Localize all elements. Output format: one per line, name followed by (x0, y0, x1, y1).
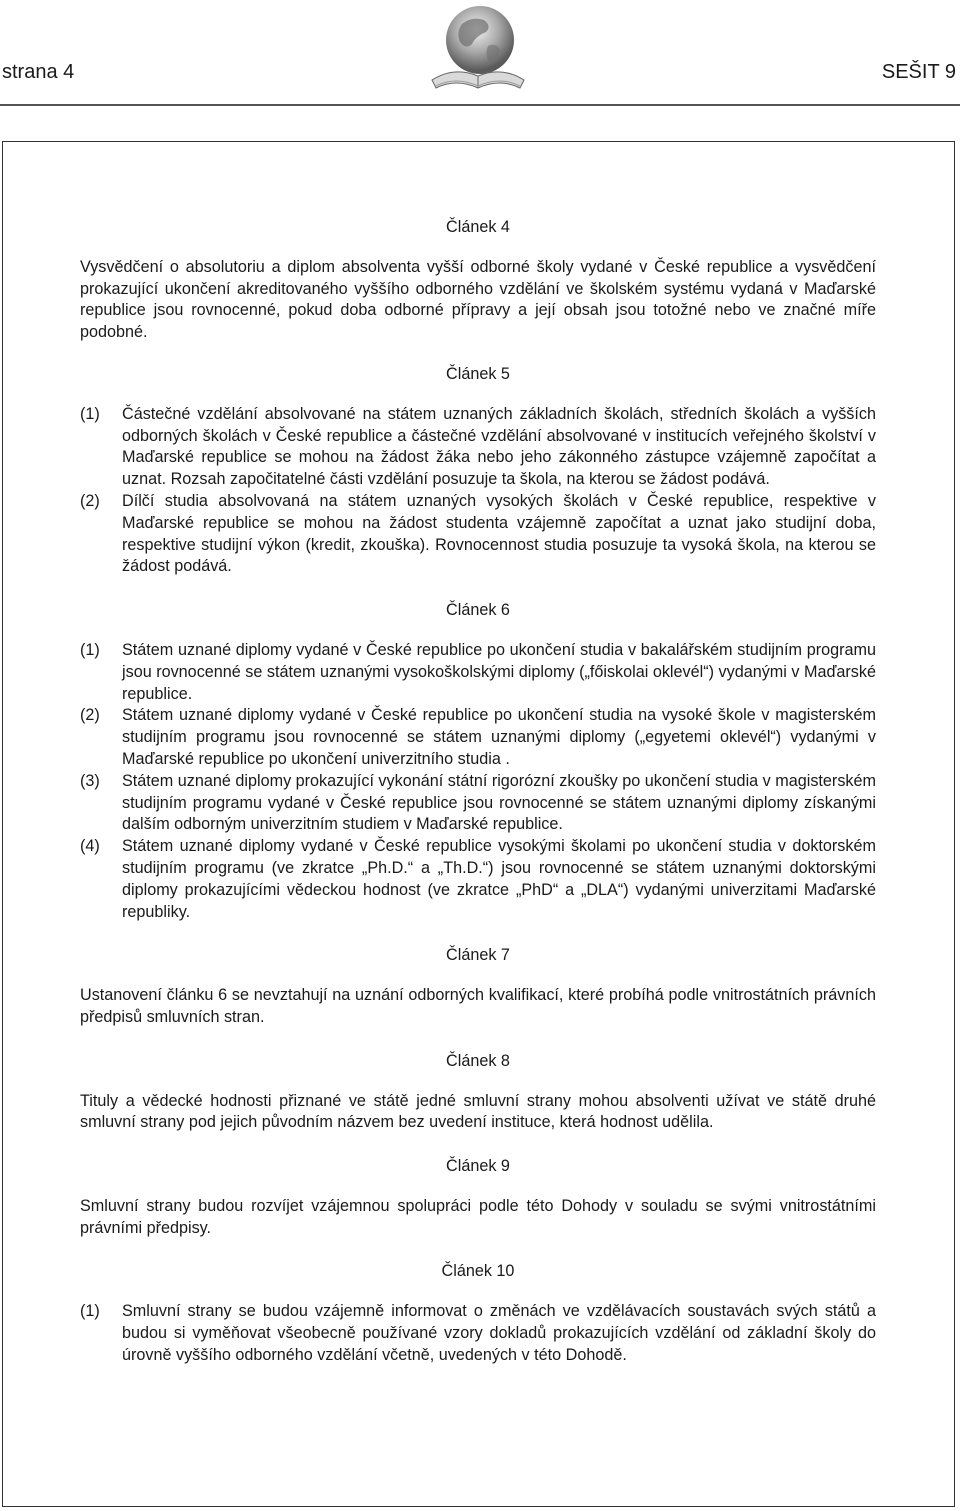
article-8 (80, 1051, 876, 1134)
document-body (80, 217, 876, 1367)
article-4 (80, 217, 876, 344)
globe-book-icon (422, 2, 534, 102)
list-item (80, 491, 876, 578)
item-text: Smluvní strany se budou vzájemně informovat o změnách ve vzdělávacích soustavách svých států a budou si vyměňovat všeobecně používané vzory dokladů prokazujících vzdělání od základní školy do úrovně vyššího odborného vzdělání včetně, uvedených v této Dohodě. (122, 1302, 876, 1364)
item-text: Částečné vzdělání absolvované na státem uznaných základních školách, středních školách a vyšších odborných školách v České republice a částečné vzdělání absolvované v institucích veřejného školství v Maďarské republice se mohou na žádost žáka nebo jeho zákonného zástupce vzájemně započítat a uznat. Rozsah započitatelné části vzdělání posuzuje ta škola, na kterou se žádost podává. (122, 404, 876, 489)
article-paragraph: Tituly a vědecké hodnosti přiznané ve státě jedné smluvní strany mohou absolventi užívat ve státě druhé smluvní strany pod jejich původním názvem bez uvedení instituce, která hodnost udělila. (80, 1091, 876, 1132)
list-item (80, 404, 876, 491)
article-10 (80, 1261, 876, 1366)
list-item (80, 836, 876, 923)
article-6 (80, 600, 876, 923)
item-text: Státem uznané diplomy vydané v České republice po ukončení studia v bakalářském studijním programu jsou rovnocenné se státem uznanými vysokoškolskými diplomy („főiskolai oklevél“) vydanými v Maďarské republice. (122, 640, 876, 703)
page-number: strana 4 (2, 61, 75, 83)
article-title: Článek 8 (446, 1051, 510, 1070)
list-item (80, 771, 876, 836)
item-number: (1) (80, 640, 100, 659)
item-text: Státem uznané diplomy vydané v České republice vysokými školami po ukončení studia v doktorském studijním programu (ve zkratce „Ph.D.“ a „Th.D.“) jsou rovnocenné se státem uznanými doktorskými diplomy prokazujícími vědeckou hodnost (ve zkratce „PhD“ a „DLA“) vydanými univerzitami Maďarské republiky. (122, 837, 876, 921)
article-title: Článek 4 (446, 218, 510, 236)
item-number: (3) (80, 771, 100, 790)
item-text: Státem uznané diplomy vydané v České republice po ukončení studia na vysoké škole v magisterském studijním programu jsou rovnocenné se státem uznanými diplomy („egyetemi oklevél“) vydanými v Maďarské republice po ukončení univerzitního studia . (122, 706, 876, 768)
item-number: (1) (80, 1302, 100, 1321)
item-text: Dílčí studia absolvovaná na státem uznaných vysokých školách v České republice, respektive v Maďarské republice se mohou na žádost studenta vzájemně započítat a uznat jako studijní doba, respektive studijní výkon (kredit, zkouška). Rovnocennost studia posuzuje ta vysoká škola, na kterou se žádost podává. (122, 491, 876, 576)
item-number: (1) (80, 404, 100, 423)
article-title: Článek 5 (446, 364, 510, 383)
page-header (0, 0, 960, 110)
article-9 (80, 1156, 876, 1239)
item-number: (2) (80, 706, 100, 725)
list-item (80, 1301, 876, 1366)
article-paragraph: Ustanovení článku 6 se nevztahují na uznání odborných kvalifikací, které probíhá podle vnitrostátních právních předpisů smluvních stran. (80, 986, 876, 1026)
item-number: (2) (80, 491, 100, 510)
issue-number: SEŠIT 9 (881, 61, 956, 83)
list-item (80, 640, 876, 705)
list-item (80, 705, 876, 770)
article-title: Článek 10 (441, 1262, 515, 1281)
header-divider (0, 104, 960, 106)
article-title: Článek 7 (446, 946, 510, 965)
item-number: (4) (80, 837, 100, 856)
article-title: Článek 9 (446, 1157, 510, 1176)
article-5 (80, 364, 876, 578)
article-7 (80, 945, 876, 1028)
article-title: Článek 6 (446, 601, 510, 620)
article-paragraph: Vysvědčení o absolutoriu a diplom absolventa vyšší odborné školy vydané v České republice a vysvědčení prokazující ukončení akreditovaného vyššího odborného vzdělání ve školském systému vydaná v Maďarské republice jsou rovnocenné, pokud doba odborné přípravy a její obsah jsou totožné nebo ve značné míře podobné. (80, 257, 876, 342)
item-text: Státem uznané diplomy prokazující vykonání státní rigorózní zkoušky po ukončení studia v magisterském studijním programu vydané v České republice jsou rovnocenné se státem uznanými diplomy získanými dalším odborným univerzitním studiem v Maďarské republice. (122, 771, 876, 834)
article-paragraph: Smluvní strany budou rozvíjet vzájemnou spolupráci podle této Dohody v souladu se svými vnitrostátními právními předpisy. (80, 1196, 876, 1237)
